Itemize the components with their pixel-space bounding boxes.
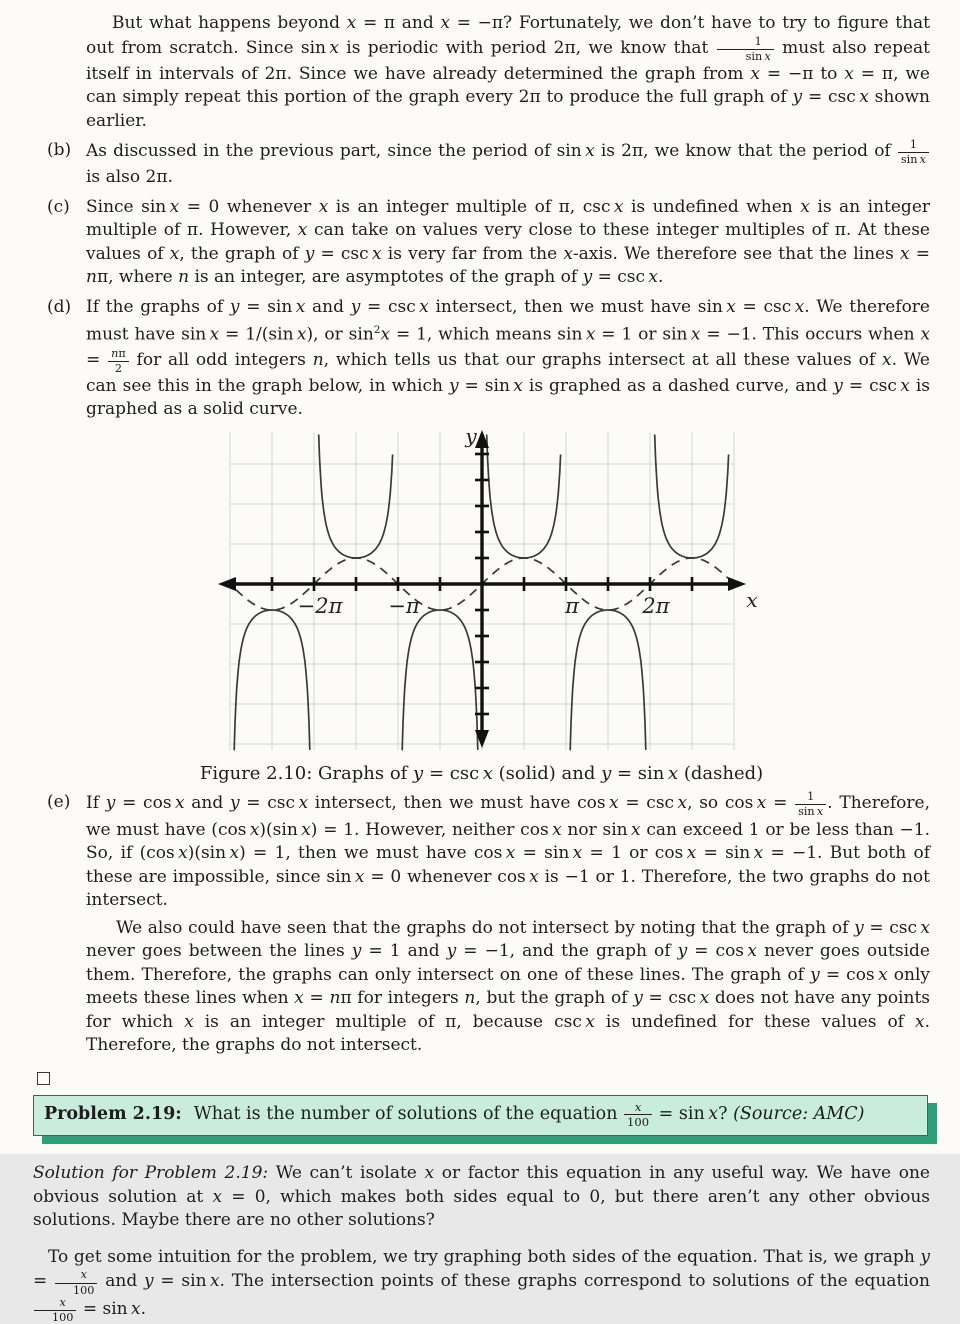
figure-caption: Figure 2.10: Graphs of y = csc x (solid) and y = sin x (dashed): [199, 762, 764, 784]
list-item-e: [33, 791, 930, 1057]
list-item-c: [33, 196, 930, 290]
item-text-d: If the graphs of y = sin x and y = csc x intersect, then we must have sin x = csc x. We therefore must have sin x = 1/(sin x), or $\sin^2x = 1$, which means sin x = 1 or sin x = −1. This occurs when x = $\frac{n\pi}{2}$ for all odd integers n, which tells us that our graphs intersect at all these values of x. We can see this in the graph below, in which y = sin x is graphed as a dashed curve, and y = csc x is graphed as a solid curve.: [86, 296, 931, 420]
item-label-d: (d): [47, 296, 72, 317]
problem-label: Problem 2.19:: [44, 1103, 182, 1124]
item-label-e: (e): [47, 792, 71, 813]
x-tick-label: π: [564, 593, 579, 618]
item-label-c: (c): [47, 196, 70, 217]
solution-paragraph: Solution for Problem 2.19: We can’t isolate x or factor this equation in any useful way. We have one obvious solution at x = 0, which makes both sides equal to 0, but there aren’t any other obvious solutions. Maybe there are no other solutions?: [33, 1163, 930, 1231]
figure-2-10: [33, 423, 930, 786]
item-label-b: (b): [47, 140, 72, 161]
item-text-b: As discussed in the previous part, since the period of sin x is 2π, we know that the period of $\frac{1}{\text{sin x}}$ is also 2π.: [86, 139, 930, 190]
axis-labels: [297, 424, 757, 618]
item-e-paragraph-2: We also could have seen that the graphs do not intersect by noting that the graph of y = csc x never goes between the lines y = 1 and y = −1, and the graph of y = cos x never goes outside them. Therefore, the graphs can only intersect on one of these lines. The graph of y = cos x only meets these lines when x = nπ for integers n, but the graph of y = csc x does not have any points for which x is an integer multiple of π, because csc x is undefined for these values of x. Therefore, the graphs do not intersect.: [86, 917, 931, 1056]
item-e-paragraph-1: If y = cos x and y = csc x intersect, then we must have cos x = csc x, so cos x = $\frac{1}{\text{sin x}}$ . Therefore, we must have (cos x)(sin x) = 1. However, neither cos x nor sin x can exceed 1 or be less than −1. So, if (cos x)(sin x) = 1, then we must have cos x = sin x = 1 or cos x = sin x = −1. But both of these are impossible, since sin x = 0 whenever cos x is −1 or 1. Therefore, the two graphs do not intersect.: [86, 790, 931, 911]
item-text-c: Since sin x = 0 whenever x is an integer multiple of π, csc x is undefined when x is an integer multiple of π. However, x can take on values very close to these integer multiples of π. At these values of x, the graph of y = csc x is very far from the x-axis. We therefore see that the lines x = nπ, where n is an integer, are asymptotes of the graph of y = csc x.: [86, 196, 930, 288]
problem-box: [33, 1095, 928, 1137]
x-tick-label: −π: [387, 593, 420, 618]
list-item-b: [33, 139, 930, 190]
intro-paragraph: But what happens beyond x = π and x = −π? Fortunately, we don’t have to try to figure that out from scratch. Since sin x is periodic with period 2π, we know that $\frac{1}{\text{sin x}}$ must also repeat itself in intervals of 2π. Since we have already determined the graph from x = −π to x = π, we can simply repeat this portion of the graph every 2π to produce the full graph of y = csc x shown earlier.: [86, 13, 931, 131]
y-axis-label: y: [464, 423, 477, 448]
x-tick-label: −2π: [297, 593, 342, 618]
x-axis-label: x: [745, 587, 758, 612]
problem-text: What is the number of solutions of the equation $\frac{x}{100}$ = sin x? (Source: AMC): [193, 1099, 865, 1129]
end-of-solution-box: [37, 1072, 50, 1085]
list-item-d: [33, 296, 930, 422]
csc-sin-graph: [172, 423, 792, 756]
item-text-e: [86, 791, 930, 1057]
closing-paragraph: To get some intuition for the problem, we try graphing both sides of the equation. That is, we graph y = $\frac{x}{100}$ and y = sin x. The intersection points of these graphs correspond to solutions of the equation $\frac{x}{100}$ = sin x.: [33, 1246, 930, 1324]
x-tick-label: 2π: [641, 593, 670, 618]
